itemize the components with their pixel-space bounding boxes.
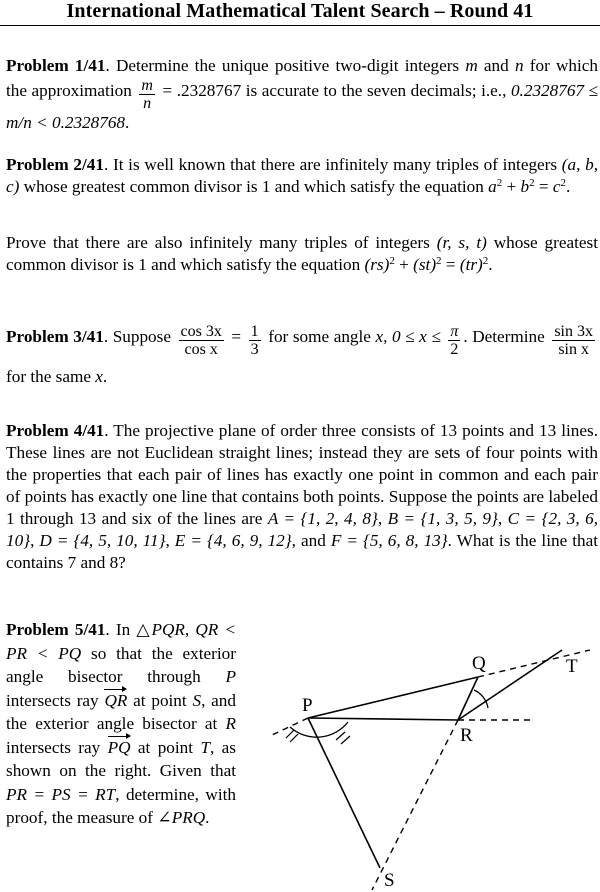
label-r: R [460, 725, 473, 746]
problem-3-fraction-third: $\frac{1}{3}$ [250, 323, 259, 358]
problem-1-fraction [139, 77, 155, 112]
line-e: E = {4, 6, 9, 12} [174, 531, 292, 550]
page-title: International Mathematical Talent Search – Round 41 [66, 0, 534, 22]
problem-2-text-4: whose greatest common divisor is 1 and which satisfy the equation [6, 233, 598, 274]
ray-pq: PQ [108, 736, 131, 760]
bisector-p-extension [272, 718, 308, 735]
problem-3: Problem 3/41. Suppose $\frac{\cos 3x}{\text{cos x}}$ = $\frac{1}{3}$ for some angle x, 0 ≤ x ≤ $\frac{\pi}{2}$ . Determine $\frac{\sin 3x}{\text{sin x}}$ for the same x. [6, 323, 593, 386]
problem-5-triangle: △PQR [136, 620, 185, 639]
ray-qr: QR [104, 689, 127, 713]
problem-3-label: Problem 3/41 [6, 327, 104, 346]
ray-qr-extension [372, 720, 458, 890]
problem-2-text-2: whose greatest common divisor is 1 and which satisfy the equation [19, 177, 489, 196]
problem-1-and: and [477, 56, 515, 75]
problem-1-var-m: m [465, 56, 478, 75]
problem-3-text-4: for the same [6, 367, 96, 386]
problem-1-text-1: . Determine the unique positive two-digit integers [105, 56, 466, 75]
problem-1-var-n: n [514, 56, 524, 75]
problem-2-text-3: Prove that there are also infinitely many triples of integers [6, 233, 437, 252]
label-q: Q [472, 653, 486, 674]
angle-arc-p [290, 722, 348, 737]
problem-1-inequality: 0.2328767 ≤ m/n < 0.2328768 [6, 81, 598, 132]
segment-pr [308, 718, 458, 720]
problem-2: Problem 2/41. It is well known that there are infinitely many triples of integers (a, b, c) whose greatest common divisor is 1 and which satisfy the equation $a^2 + b^2 = c^2$. [6, 155, 599, 196]
segment-pq [308, 677, 478, 718]
line-b: B = {1, 3, 5, 9} [387, 509, 498, 528]
problem-3-fraction-sin: $\frac{\sin 3x}{\text{sin x}}$ [554, 323, 593, 358]
problem-2-equation: $a^2 + b^2 = c^2$ [488, 177, 567, 196]
line-a: A = {1, 2, 4, 8} [267, 509, 378, 528]
problem-1-frac-den: n [143, 95, 152, 112]
line-c: C = {2, 3, 6, 10} [6, 509, 599, 550]
problem-2-triple: (a, b, c) [6, 155, 599, 196]
line-f: F = {5, 6, 8, 13} [330, 531, 448, 550]
problem-4-label: Problem 4/41 [6, 421, 105, 440]
problem-1-label: Problem 1/41 [6, 56, 106, 75]
label-p: P [302, 695, 313, 716]
problem-1-text-2: for which the approximation [6, 56, 598, 100]
problem-3-text-2: for some angle [263, 327, 376, 346]
problem-5-given: PR = PS = RT [6, 784, 116, 804]
problem-3-fraction-pi: $\frac{\pi}{2}$ [450, 323, 459, 358]
label-s: S [384, 870, 395, 891]
line-d: D = {4, 5, 10, 11} [39, 531, 166, 550]
problem-3-text-1: . Suppose [103, 327, 176, 346]
segment-ps [308, 718, 380, 868]
problem-2-equation-2: (rs)$^2$ + (st)$^2$ = (tr)$^2$ [364, 255, 489, 274]
problem-4-text-2: . What is the line that contains 7 and 8? [6, 531, 599, 572]
problem-4: Problem 4/41. The projective plane of order three consists of 13 points and 13 lines. These lines are not Euclidean straight lines; instead they are sets of four points with the properties that each pair of lines has exactly one point in common and each pair of points has exactly one line that contains both points. Suppose the points are labeled 1 through 13 and six of the lines are A = {1, 2, 4, 8}, B = {1, 3, 5, 9}, C = {2, 3, 6, 10}, D = {4, 5, 10, 11}, E = {4, 6, 9, 12}, and F = {5, 6, 8, 13}. What is the line that contains 7 and 8? [6, 421, 599, 572]
problem-1-equation: = .2328767 is accurate to the seven decimals; i.e., [157, 81, 511, 100]
header-divider [0, 25, 600, 26]
problem-5-label: Problem 5/41 [6, 620, 106, 639]
problem-5-angle: ∠PRQ [157, 808, 206, 827]
problem-5: Problem 5/41. In △PQR, QR < PR < PQ so that the exterior angle bisector through P intersects ray QR at point S, and the exterior angle bisector at R intersects ray PQ at point T, as shown on the right. Given that PR = PS = RT, determine, with proof, the measure of ∠PRQ. [6, 620, 236, 827]
problem-2-text-1: . It is well known that there are infinitely many triples of integers [103, 155, 562, 174]
page-header [0, 0, 600, 26]
problem-2-part-2: Prove that there are also infinitely many triples of integers (r, s, t) whose greatest common divisor is 1 and which satisfy the equation (rs)$^2$ + (st)$^2$ = (tr)$^2$. [6, 233, 598, 274]
problem-2-triple-2: (r, s, t) [436, 233, 487, 252]
problem-5-inequality: QR < PR < PQ [6, 620, 236, 663]
label-t: T [566, 656, 578, 677]
problem-1 [6, 55, 598, 134]
angle-marks-right [336, 732, 350, 744]
problem-3-condition: x, 0 ≤ x ≤ [375, 327, 446, 346]
problem-4-text-1: . The projective plane of order three consists of 13 points and 13 lines. These lines are not Euclidean straight lines; instead they are sets of four points with the properties that each pair of lines has exactly one point in common and each pair of points has exactly one line that contains both points. Suppose the points are labeled 1 through 13 and six of the lines are [6, 421, 598, 528]
triangle-figure [258, 642, 598, 892]
problem-2-label: Problem 2/41 [6, 155, 104, 174]
problem-1-frac-num: m [141, 77, 153, 94]
problem-1-end: . [125, 113, 130, 132]
problem-3-text-3: . Determine [463, 327, 550, 346]
problem-3-fraction-cos: $\frac{\cos 3x}{\text{cos x}}$ [180, 323, 222, 358]
